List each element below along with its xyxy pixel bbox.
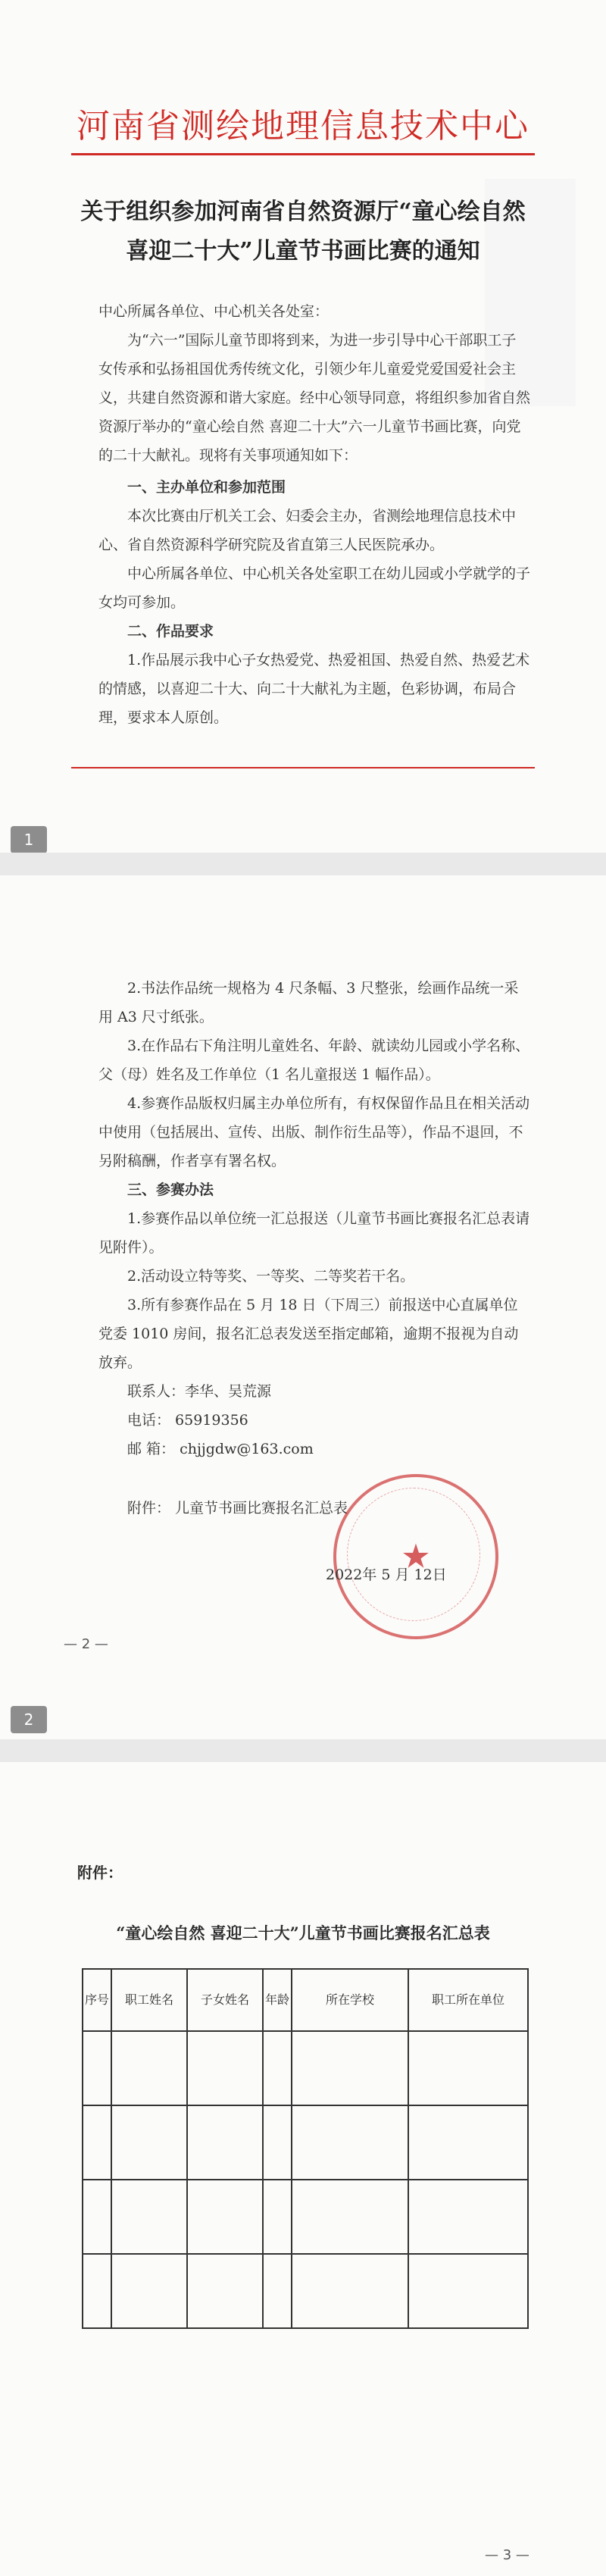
- table-row: [83, 2105, 528, 2180]
- page-number: — 3 —: [485, 2547, 529, 2563]
- column-header-staff-name: 职工姓名: [111, 1969, 187, 2031]
- section-3-heading: 三、参赛办法: [127, 1182, 214, 1198]
- document-page-3: [0, 1762, 606, 2576]
- notice-title-line-2: 喜迎二十大”儿童节书画比赛的通知: [126, 238, 480, 264]
- section-2-heading: 二、作品要求: [127, 623, 214, 640]
- org-header-title: 河南省测绘地理信息技术中心: [77, 107, 529, 146]
- section-2-paragraph-1: 1.作品展示我中心子女热爱党、热爱祖国、热爱自然、热爱艺术的情感，以喜迎二十大、向二十大献礼为主题，色彩协调，布局合理，要求本人原创。: [98, 652, 530, 726]
- contact-email: 邮 箱： chjjgdw@163.com: [127, 1441, 314, 1457]
- section-1-paragraph-1: 本次比赛由厅机关工会、妇委会主办，省测绘地理信息技术中心、省自然资源科学研究院及省直第三人民医院承办。: [98, 508, 517, 553]
- issue-date: 2022年 5 月 12日: [326, 1567, 447, 1583]
- req-item-3: 3.在作品右下角注明儿童姓名、年龄、就读幼儿园或小学名称、父（母）姓名及工作单位（1 名儿童报送 1 幅作品）。: [98, 1038, 530, 1083]
- notice-title-line-1: 关于组织参加河南省自然资源厅“童心绘自然: [80, 199, 526, 225]
- page-badge-1[interactable]: 1: [11, 826, 47, 853]
- page-number: — 2 —: [64, 1636, 108, 1652]
- req-item-2: 2.书法作品统一规格为 4 尺条幅、3 尺整张，绘画作品统一采用 A3 尺寸纸张。: [98, 980, 519, 1025]
- table-row: [83, 2180, 528, 2254]
- attachment-note: 附件： 儿童节书画比赛报名汇总表: [127, 1500, 348, 1516]
- column-header-age: 年龄: [263, 1969, 292, 2031]
- header-divider: [71, 153, 535, 155]
- table-header-row: [83, 1969, 528, 2031]
- document-page-2: [0, 875, 606, 1739]
- section-3-item-2: 2.活动设立特等奖、一等奖、二等奖若干名。: [127, 1268, 415, 1285]
- section-1-heading: 一、主办单位和参加范围: [127, 479, 286, 496]
- section-3-item-3: 3.所有参赛作品在 5 月 18 日（下周三）前报送中心直属单位党委 1010 房间，报名汇总表发送至指定邮箱，逾期不报视为自动放弃。: [98, 1297, 519, 1371]
- column-header-child-name: 子女姓名: [187, 1969, 263, 2031]
- column-header-school: 所在学校: [292, 1969, 408, 2031]
- column-header-index: 序号: [83, 1969, 111, 2031]
- column-header-staff-unit: 职工所在单位: [408, 1969, 528, 2031]
- req-item-4: 4.参赛作品版权归属主办单位所有，有权保留作品且在相关活动中使用（包括展出、宣传、出版、制作衍生品等），作品不退回，不另附稿酬，作者享有署名权。: [98, 1095, 530, 1169]
- section-1-paragraph-2: 中心所属各单位、中心机关各处室职工在幼儿园或小学就学的子女均可参加。: [98, 565, 531, 611]
- table-row: [83, 2031, 528, 2105]
- contact-phone: 电话： 65919356: [127, 1412, 248, 1429]
- contact-person: 联系人：李华、吴荒源: [127, 1383, 272, 1400]
- salutation: 中心所属各单位、中心机关各处室：: [98, 303, 330, 320]
- footer-divider: [71, 767, 535, 768]
- seal-star-icon: ★: [401, 1537, 431, 1576]
- registration-form-table: [82, 1968, 529, 2329]
- attachment-title: “童心绘自然 喜迎二十大”儿童节书画比赛报名汇总表: [116, 1923, 490, 1942]
- intro-paragraph: 为“六一”国际儿童节即将到来，为进一步引导中心干部职工子女传承和弘扬祖国优秀传统文化，引领少年儿童爱党爱国爱社会主义，共建自然资源和谐大家庭。经中心领导同意，将组织参加省自然资源厅举办的“童心绘自然 喜迎二十大”六一儿童节书画比赛，向党的二十大献礼。现将有关事项通知如下：: [98, 332, 531, 464]
- document-page-1: [0, 0, 606, 853]
- section-3-item-1: 1.参赛作品以单位统一汇总报送（儿童节书画比赛报名汇总表请见附件）。: [98, 1210, 530, 1256]
- attachment-label: 附件：: [77, 1864, 123, 1882]
- table-row: [83, 2254, 528, 2328]
- page-badge-2[interactable]: 2: [11, 1706, 47, 1733]
- official-seal: [333, 1474, 498, 1639]
